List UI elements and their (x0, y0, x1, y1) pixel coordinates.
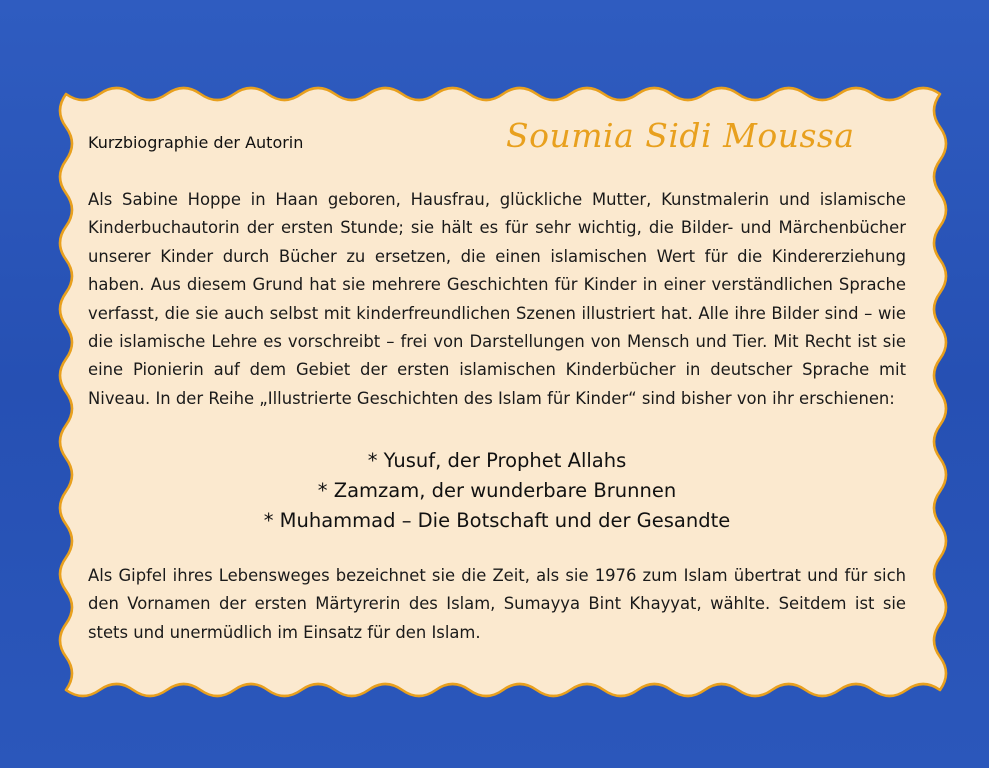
book-item: * Muhammad – Die Botschaft und der Gesandte (263, 509, 731, 532)
book-item: * Yusuf, der Prophet Allahs (367, 449, 627, 472)
book-list (88, 446, 906, 536)
book-item: * Zamzam, der wunderbare Brunnen (317, 479, 677, 502)
section-label: Kurzbiographie der Autorin (88, 133, 304, 152)
bio-paragraph-1: Als Sabine Hoppe in Haan geboren, Hausfrau, glückliche Mutter, Kunstmalerin und islamische Kinderbuchautorin der ersten Stunde; sie hält es für sehr wichtig, die Bilder- und Märchenbücher unserer Kinder durch Bücher zu ersetzen, die einen islamischen Wert für die Kindererziehung haben. Aus diesem Grund hat sie mehrere Geschichten für Kinder in einer verständlichen Sprache verfasst, die sie auch selbst mit kinderfreundlichen Szenen illustriert hat. Alle ihre Bilder sind – wie die islamische Lehre es vorschreibt – frei von Darstellungen von Mensch und Tier. Mit Recht ist sie eine Pionierin auf dem Gebiet der ersten islamischen Kinderbücher in deutscher Sprache mit Niveau. In der Reihe „Illustrierte Geschichten des Islam für Kinder“ sind bisher von ihr erschienen: (88, 190, 906, 408)
bio-paragraph-2: Als Gipfel ihres Lebensweges bezeichnet sie die Zeit, als sie 1976 zum Islam übertrat und für sich den Vornamen der ersten Märtyrerin des Islam, Sumayya Bint Khayyat, wählte. Seitdem ist sie stets und unermüdlich im Einsatz für den Islam. (88, 566, 906, 642)
author-name: Soumia Sidi Moussa (506, 116, 855, 155)
